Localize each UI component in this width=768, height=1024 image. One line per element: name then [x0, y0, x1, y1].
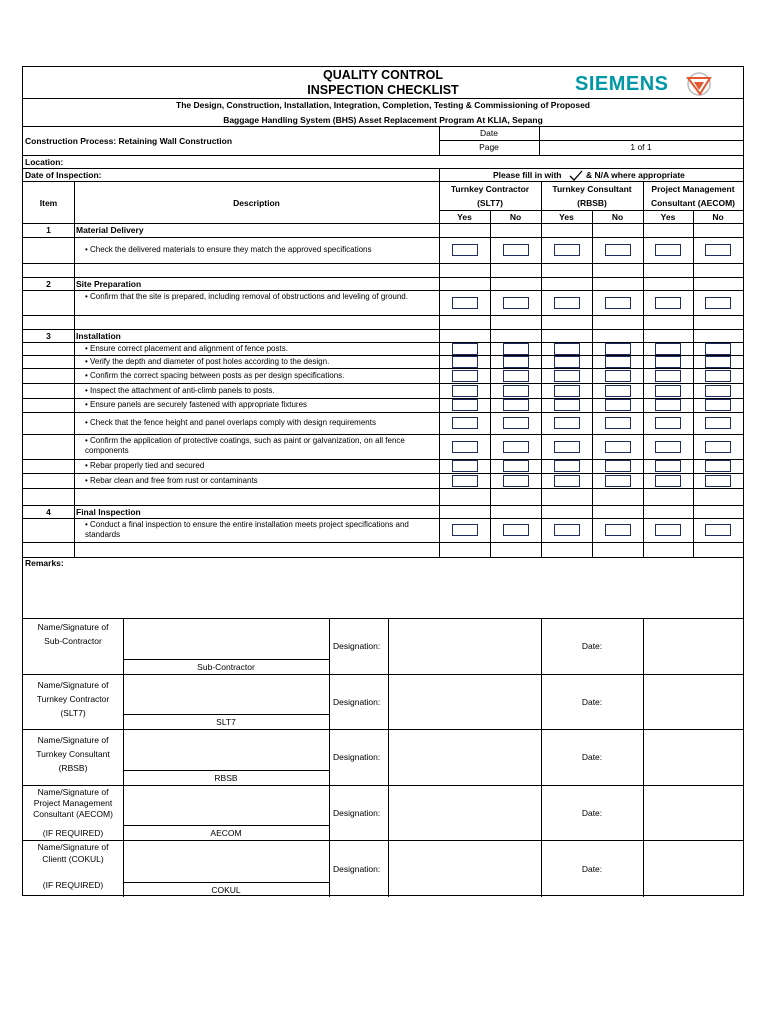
designation-label: Designation:: [333, 864, 381, 874]
signatory-label: Name/Signature of: [37, 735, 109, 745]
checklist-item-description: • Rebar properly tied and secured: [85, 461, 205, 470]
no-checkbox[interactable]: [503, 385, 529, 397]
project-title-line-1: The Design, Construction, Installation, Integration, Completion, Testing & Commissioning of Proposed: [176, 100, 590, 110]
party-name: RBSB: [214, 773, 238, 783]
yes-checkbox[interactable]: [554, 370, 580, 382]
fill-note-suffix: & N/A where appropriate: [586, 170, 685, 180]
signatory-label: Name/Signature of: [37, 842, 109, 852]
no-checkbox[interactable]: [605, 385, 631, 397]
yes-header: Yes: [559, 212, 574, 222]
yes-checkbox[interactable]: [452, 370, 478, 382]
date-field[interactable]: [644, 675, 742, 728]
yes-checkbox[interactable]: [452, 356, 478, 368]
group-slt7-line-2: (SLT7): [477, 198, 503, 208]
group-aecom-line-2: Consultant (AECOM): [650, 198, 736, 208]
date-field[interactable]: [644, 841, 742, 896]
checklist-item-description: • Confirm the application of protective coatings, such as paint or galvanization, on all fence components: [85, 436, 405, 455]
date-label: Date:: [581, 752, 603, 762]
section-number: 3: [46, 331, 51, 341]
group-rbsb-line-1: Turnkey Consultant: [552, 184, 632, 194]
party-name: COKUL: [211, 885, 241, 895]
yes-checkbox[interactable]: [655, 244, 681, 256]
no-checkbox[interactable]: [503, 460, 529, 472]
signature-section: [23, 618, 743, 897]
title-line-2: INSPECTION CHECKLIST: [307, 83, 459, 97]
no-header: No: [611, 212, 624, 222]
signature-field[interactable]: [124, 786, 328, 824]
yes-checkbox[interactable]: [452, 524, 478, 536]
designation-field[interactable]: [389, 841, 540, 896]
no-checkbox[interactable]: [705, 370, 731, 382]
yes-checkbox[interactable]: [554, 475, 580, 487]
no-checkbox[interactable]: [605, 356, 631, 368]
no-checkbox[interactable]: [503, 297, 529, 309]
yes-checkbox[interactable]: [554, 244, 580, 256]
yes-checkbox[interactable]: [655, 460, 681, 472]
signatory-label: Name/Signature of: [37, 787, 109, 797]
no-checkbox[interactable]: [705, 475, 731, 487]
checklist-item-description: • Rebar clean and free from rust or contaminants: [85, 475, 258, 485]
remarks-field[interactable]: [25, 570, 741, 618]
designation-label: Designation:: [333, 808, 381, 818]
section-number: 4: [46, 507, 51, 517]
checklist-item-description: • Conduct a final inspection to ensure the entire installation meets project specifications and standards: [85, 520, 409, 539]
section-title: Site Preparation: [76, 279, 142, 289]
yes-header: Yes: [660, 212, 676, 222]
signatory-label: (SLT7): [60, 708, 86, 718]
no-checkbox[interactable]: [705, 399, 731, 411]
yes-checkbox[interactable]: [452, 385, 478, 397]
no-checkbox[interactable]: [605, 475, 631, 487]
col-item-header: Item: [39, 198, 58, 208]
date-label: Date: [480, 128, 498, 138]
signatory-label: Consultant (AECOM): [33, 809, 113, 819]
page-label: Page: [479, 142, 499, 152]
signatory-label: Clientt (COKUL): [42, 854, 104, 864]
checklist-item-description: • Verify the depth and diameter of post holes according to the design.: [85, 356, 330, 366]
date-label: Date:: [581, 697, 603, 707]
yes-checkbox[interactable]: [655, 343, 681, 355]
no-checkbox[interactable]: [605, 524, 631, 536]
party-name: SLT7: [216, 717, 236, 727]
yes-checkbox[interactable]: [655, 297, 681, 309]
page-value: 1 of 1: [630, 142, 652, 152]
location-label: Location:: [25, 157, 64, 167]
yes-checkbox[interactable]: [655, 370, 681, 382]
signature-field[interactable]: [124, 675, 328, 713]
designation-field[interactable]: [389, 675, 540, 728]
yes-checkbox[interactable]: [452, 475, 478, 487]
yes-checkbox[interactable]: [554, 297, 580, 309]
yes-checkbox[interactable]: [655, 475, 681, 487]
yes-checkbox[interactable]: [554, 385, 580, 397]
no-checkbox[interactable]: [605, 343, 631, 355]
signatory-label: Turnkey Contractor: [36, 694, 110, 704]
no-checkbox[interactable]: [605, 370, 631, 382]
inspection-date-label: Date of Inspection:: [25, 170, 102, 180]
yes-checkbox[interactable]: [655, 385, 681, 397]
section-number: 2: [46, 279, 51, 289]
no-checkbox[interactable]: [705, 297, 731, 309]
no-checkbox[interactable]: [503, 475, 529, 487]
yes-checkbox[interactable]: [554, 460, 580, 472]
yes-checkbox[interactable]: [655, 524, 681, 536]
signatory-label: Project Management: [33, 798, 113, 808]
signatory-label: Name/Signature of: [37, 680, 109, 690]
date-label: Date:: [581, 864, 603, 874]
no-checkbox[interactable]: [705, 356, 731, 368]
checklist-item-description: • Ensure correct placement and alignment of fence posts.: [85, 343, 288, 353]
no-checkbox[interactable]: [503, 399, 529, 411]
designation-field[interactable]: [389, 730, 540, 784]
no-checkbox[interactable]: [605, 441, 631, 453]
yes-checkbox[interactable]: [655, 399, 681, 411]
no-checkbox[interactable]: [503, 441, 529, 453]
designation-field[interactable]: [389, 619, 540, 673]
fill-note-prefix: Please fill in with: [493, 170, 562, 180]
no-checkbox[interactable]: [705, 385, 731, 397]
date-label: Date:: [581, 808, 603, 818]
yes-checkbox[interactable]: [452, 244, 478, 256]
checklist-item-description: • Inspect the attachment of anti-climb panels to posts.: [85, 385, 275, 395]
yes-checkbox[interactable]: [554, 524, 580, 536]
yes-checkbox[interactable]: [554, 356, 580, 368]
section-title: Material Delivery: [76, 225, 144, 235]
section-number: 1: [46, 225, 51, 235]
no-checkbox[interactable]: [705, 441, 731, 453]
no-checkbox[interactable]: [605, 297, 631, 309]
project-title-line-2: Baggage Handling System (BHS) Asset Replacement Program At KLIA, Sepang: [223, 115, 543, 125]
signatory-label: (RBSB): [58, 763, 88, 773]
date-field[interactable]: [644, 619, 742, 673]
date-field[interactable]: [644, 786, 742, 839]
yes-header: Yes: [457, 212, 472, 222]
signature-field[interactable]: [124, 841, 328, 881]
signature-field[interactable]: [124, 730, 328, 769]
no-checkbox[interactable]: [605, 460, 631, 472]
party-name: AECOM: [210, 828, 242, 838]
signatory-label: (IF REQUIRED): [42, 880, 104, 890]
yes-checkbox[interactable]: [554, 399, 580, 411]
no-header: No: [509, 212, 522, 222]
remarks-label: Remarks:: [25, 558, 64, 568]
checklist-item-description: • Check that the fence height and panel overlaps comply with design requirements: [85, 418, 376, 427]
yes-checkbox[interactable]: [452, 460, 478, 472]
yes-checkbox[interactable]: [655, 441, 681, 453]
section-title: Final Inspection: [76, 507, 141, 517]
group-rbsb-line-2: (RBSB): [577, 198, 607, 208]
designation-field[interactable]: [389, 786, 540, 839]
no-checkbox[interactable]: [503, 370, 529, 382]
no-checkbox[interactable]: [503, 343, 529, 355]
yes-checkbox[interactable]: [554, 417, 580, 429]
yes-checkbox[interactable]: [655, 417, 681, 429]
yes-checkbox[interactable]: [452, 441, 478, 453]
no-checkbox[interactable]: [503, 244, 529, 256]
title-line-1: QUALITY CONTROL: [323, 68, 443, 82]
yes-checkbox[interactable]: [655, 356, 681, 368]
signatory-label: Sub-Contractor: [44, 636, 102, 646]
no-checkbox[interactable]: [503, 356, 529, 368]
logo-wordmark: SIEMENS: [575, 73, 669, 95]
group-slt7-line-1: Turnkey Contractor: [450, 184, 530, 194]
no-checkbox[interactable]: [705, 244, 731, 256]
no-checkbox[interactable]: [705, 460, 731, 472]
checklist-item-description: • Confirm the correct spacing between posts as per design specifications.: [85, 370, 345, 380]
inspection-checklist-sheet: [22, 66, 744, 896]
no-checkbox[interactable]: [503, 417, 529, 429]
no-header: No: [712, 212, 724, 222]
no-checkbox[interactable]: [605, 244, 631, 256]
signatory-label: (IF REQUIRED): [42, 828, 104, 838]
signature-field[interactable]: [124, 619, 328, 658]
checklist-item-description: • Check the delivered materials to ensure they match the approved specifications: [85, 245, 372, 254]
date-label: Date:: [581, 641, 603, 651]
no-checkbox[interactable]: [705, 524, 731, 536]
no-checkbox[interactable]: [705, 417, 731, 429]
designation-label: Designation:: [333, 641, 381, 651]
no-checkbox[interactable]: [503, 524, 529, 536]
yes-checkbox[interactable]: [452, 399, 478, 411]
checklist-item-description: • Ensure panels are securely fastened with appropriate fixtures: [85, 400, 308, 409]
designation-label: Designation:: [333, 752, 381, 762]
group-aecom-line-1: Project Management: [651, 184, 735, 194]
no-checkbox[interactable]: [605, 417, 631, 429]
col-description-header: Description: [233, 198, 280, 208]
no-checkbox[interactable]: [705, 343, 731, 355]
date-field[interactable]: [644, 730, 742, 784]
designation-label: Designation:: [333, 697, 381, 707]
construction-process: Construction Process: Retaining Wall Construction: [25, 136, 233, 146]
yes-checkbox[interactable]: [554, 441, 580, 453]
party-name: Sub-Contractor: [197, 662, 255, 672]
signatory-label: Name/Signature of: [37, 622, 109, 632]
checklist-item-description: • Confirm that the site is prepared, including removal of obstructions and leveling of ground.: [85, 292, 408, 301]
yes-checkbox[interactable]: [452, 343, 478, 355]
signatory-label: Turnkey Consultant: [36, 749, 110, 759]
yes-checkbox[interactable]: [452, 297, 478, 309]
yes-checkbox[interactable]: [452, 417, 478, 429]
yes-checkbox[interactable]: [554, 343, 580, 355]
section-title: Installation: [76, 331, 121, 341]
no-checkbox[interactable]: [605, 399, 631, 411]
